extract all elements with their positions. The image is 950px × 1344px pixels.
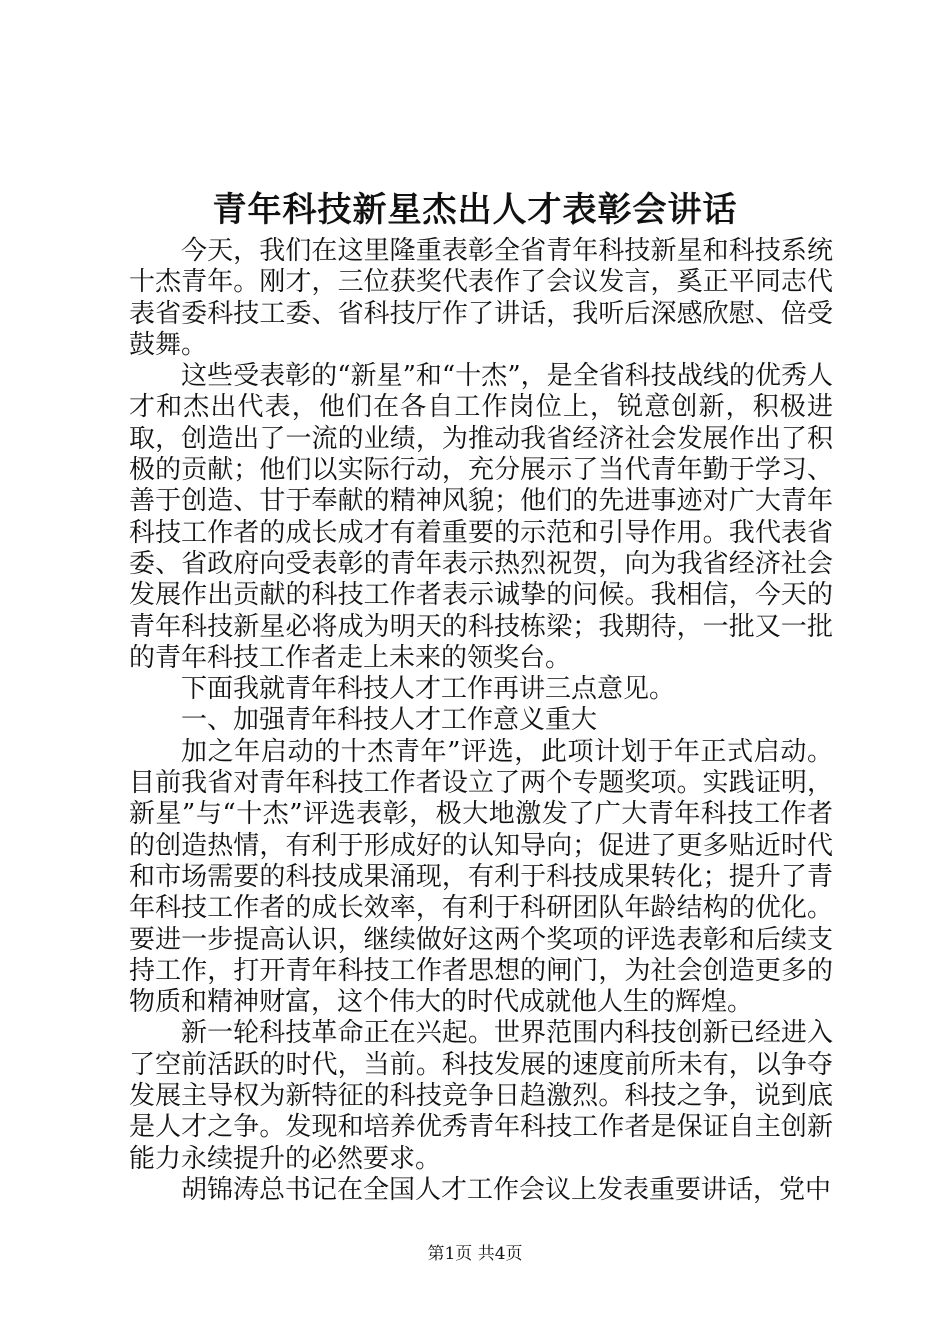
paragraph-opening: 今天，我们在这里隆重表彰全省青年科技新星和科技系统十杰青年。刚才，三位获奖代表作了会议发言，奚正平同志代表省委科技工委、省科技厅作了讲话，我听后深感欣慰、倍受鼓舞。	[129, 236, 833, 360]
paragraph-continued: 胡锦涛总书记在全国人才工作会议上发表重要讲话，党中	[181, 1174, 832, 1205]
paragraph-awards: 加之年启动的十杰青年”评选，此项计划于年正式启动。目前我省对青年科技工作者设立了两个专题奖项。实践证明，新星”与“十杰”评选表彰，极大地激发了广大青年科技工作者的创造热情，有利于形成好的认知导向；促进了更多贴近时代和市场需要的科技成果涌现，有利于科技成果转化；提升了青年科技工作者的成长效率，有利于科研团队年龄结构的优化。要进一步提高认识，继续做好这两个奖项的评选表彰和后续支持工作，打开青年科技工作者思想的闸门，为社会创造更多的物质和精神财富，这个伟大的时代成就他人生的辉煌。	[129, 736, 833, 1018]
paragraph-three-points: 下面我就青年科技人才工作再讲三点意见。	[181, 674, 676, 705]
section-heading-one: 一、加强青年科技人才工作意义重大	[181, 705, 598, 736]
paragraph-tech-revolution: 新一轮科技革命正在兴起。世界范围内科技创新已经进入了空前活跃的时代，当前。科技发展的速度前所未有，以争夺发展主导权为新特征的科技竞争日趋激烈。科技之争，说到底是人才之争。发现和培养优秀青年科技工作者是保证自主创新能力永续提升的必然要求。	[129, 1018, 833, 1174]
document-body	[129, 236, 833, 1206]
page-footer: 第1页 共4页	[427, 1244, 523, 1264]
document-title: 青年科技新星杰出人才表彰会讲话	[212, 190, 738, 230]
paragraph-honorees: 这些受表彰的“新星”和“十杰”，是全省科技战线的优秀人才和杰出代表，他们在各自工作岗位上，锐意创新，积极进取，创造出了一流的业绩，为推动我省经济社会发展作出了积极的贡献；他们以实际行动，充分展示了当代青年勤于学习、善于创造、甘于奉献的精神风貌；他们的先进事迹对广大青年科技工作者的成长成才有着重要的示范和引导作用。我代表省委、省政府向受表彰的青年表示热烈祝贺，向为我省经济社会发展作出贡献的科技工作者表示诚挚的问候。我相信，今天的青年科技新星必将成为明天的科技栋梁；我期待，一批又一批的青年科技工作者走上未来的领奖台。	[129, 361, 833, 673]
